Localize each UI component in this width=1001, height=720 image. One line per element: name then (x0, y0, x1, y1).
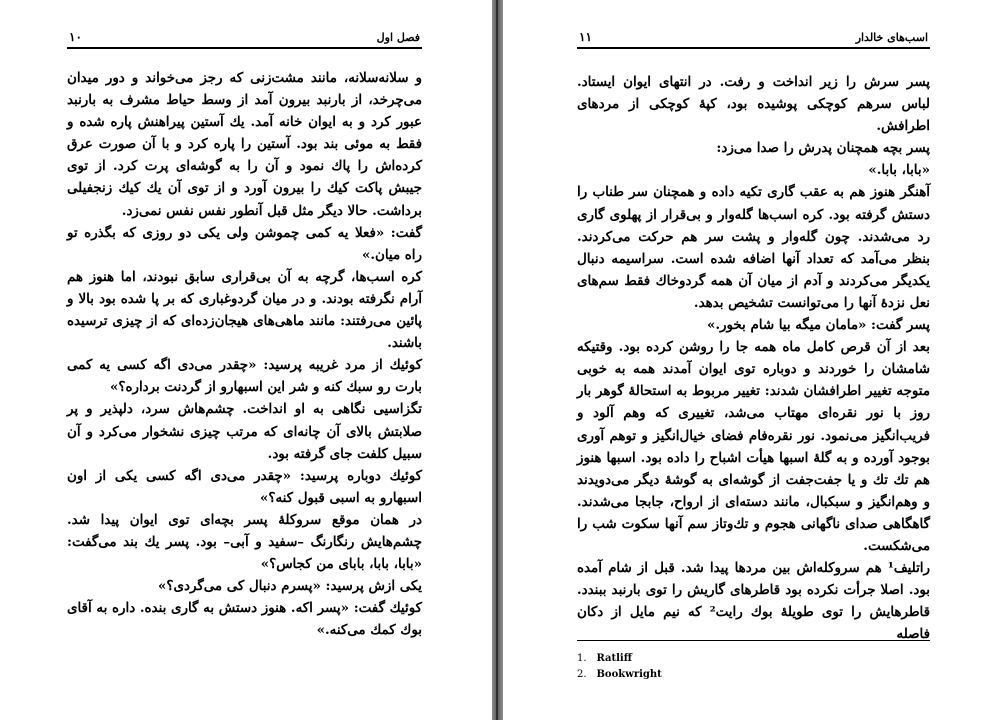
paragraph: کوئیك دوباره پرسید: «چقدر می‌دی اگه کسی یکی از اون اسبهارو به اسبی قبول کنه؟» (67, 467, 422, 506)
right-page-header (577, 29, 930, 49)
paragraph: «بابا، بابا.» (868, 162, 930, 179)
footnote-divider (577, 640, 930, 641)
paragraph: راتلیف¹ هم سروکله‌اش بین مردها پیدا شد. قبل از شام آمده بود. اصلا جرأت نکرده بود قاطرهای گاریش را توی بارنبد ببندد. قاطرهایش را توی طویلهٔ بوك رایت² که نیم مایل از دکان فاصله (577, 560, 931, 643)
footnote-text: Ratliff (596, 653, 632, 664)
page-number: ۱۱ (579, 30, 592, 44)
paragraph: و سلانه‌سلانه، مانند مشت‌زنی که رجز می‌خواند و دور میدان می‌چرخد، از بارنبد بیرون آمد از وسط حیاط مشرف به بارنبد عبور کرد و به ایوان خانه آمد. یك آستین پیراهنش پاره شده و فقط به موئی بند بود. آستین را پاره کرد و با آن صورت عرق کرده‌اش را پاك نمود و آن را به گوشه‌ای پرت کرد. از توی جیبش پاکت کیك را بیرون آورد و از توی آن یك کیك زنجفیلی برداشت. حالا دیگر مثل قبل آنطور نفس نفس نمی‌زد. (67, 70, 422, 219)
right-page (503, 0, 1001, 720)
book-spine-gutter (492, 0, 503, 720)
right-page-body (577, 71, 930, 645)
paragraph: در همان موقع سروکلهٔ پسر بچه‌ای توی ایوان پیدا شد. چشم‌هایش رنگارنگ –سفید و آبی– بود. پسر یك بند می‌گفت: «بابا، بابا، بابای من کجاس؟» (67, 511, 422, 573)
paragraph: کوئیك از مرد غریبه پرسید: «چقدر می‌دی اگه کسی یه کمی بارت رو سبك کنه و شر این اسبهارو از گردنت برداره؟» (67, 357, 422, 396)
paragraph: پسر سرش را زیر انداخت و رفت. در انتهای ایوان ایستاد. لباس سرهم کوچکی پوشیده بود، کپهٔ کوچکی از مردهای اطرافش. (577, 74, 930, 135)
footnote-item (577, 667, 877, 683)
footnote-number: 1. (577, 653, 587, 664)
paragraph: یکی ازش پرسید: «پسرم دنبال کی می‌گردی؟» (158, 578, 422, 595)
paragraph: پسر گفت: «مامان میگه بیا شام بخور.» (707, 317, 930, 334)
footnotes (577, 651, 877, 683)
left-page (0, 0, 492, 720)
paragraph: کوئیك گفت: «پسر اکه. هنوز دستش به گاری بنده. داره به آقای بوك کمك می‌کنه.» (67, 600, 422, 639)
paragraph: بعد از آن قرص کامل ماه همه جا را روشن کرده بود. وقتیکه شامشان را خوردند و دوباره توی ایوان آمدند همه به خوبی متوجه تغییر اطرافشان شدند: تغییر مربوط به استحالهٔ گوهر بار روز با نور نقره‌ای مهتاب می‌شد، تغییری که وهم آلود و فریب‌انگیز می‌نمود. نور نقره‌فام فضای خیال‌انگیز و توهم آوری بوجود آورده و به گلهٔ اسبها هیأت اشباح را داده بود. اسبها هنوز هم تك تك و یا جفت‌جفت از گوشه‌ای به گوشهٔ دیگر می‌دویدند و وهم‌انگیز و سبکبال، مانند دسته‌ای از ارواح، جابجا می‌شدند. گاهگاهی صدای ناگهانی هجوم و تك‌وتاز سم آنها سکوت شب را می‌شکست. (577, 339, 930, 554)
left-page-body (67, 67, 422, 641)
paragraph: پسر بچه همچنان پدرش را صدا می‌زد: (716, 140, 930, 157)
book-title: اسب‌های خالدار (855, 31, 928, 44)
paragraph: تگزاسیی نگاهی به او انداخت. چشم‌هاش سرد، دلپذیر و پر صلابتش بالای آن چانه‌ای که مرتب چیزی نشخوار می‌کرد و آن سبیل کلفت جای گرفته بود. (67, 401, 422, 462)
left-page-header (67, 29, 422, 49)
paragraph: گفت: «فعلا یه کمی چموشن ولی یکی دو روزی که بگذره تو راه میان.» (67, 224, 422, 263)
paragraph: آهنگر هنوز هم به عقب گاری تکیه داده و همچنان سر طناب را دستش گرفته بود. کره اسب‌ها گله‌وار و بی‌قرار از پهلوی گاری رد می‌شدند. چون گله‌وار و پشت سر هم حرکت می‌کردند. بنظر می‌آمد که تعداد آنها اضافه شده است. سراسیمه دنبال یکدیگر می‌کردند و آدم از میان آن همه گردوخاك فقط سم‌های نعل نزدهٔ آنها را می‌توانست تشخیص بدهد. (577, 184, 930, 311)
page-number: ۱۰ (69, 30, 82, 44)
footnote-text: Bookwright (596, 669, 662, 680)
footnote-item (577, 651, 877, 667)
footnote-number: 2. (577, 669, 587, 680)
chapter-title: فصل اول (376, 31, 420, 44)
paragraph: کره اسب‌ها، گرچه به آن بی‌قراری سابق نبودند، اما هنوز هم آرام نگرفته بودند. و در میان گردوغباری که بر پا شده بود بالا و پائین می‌رفتند: مانند ماهی‌های هیجان‌زده‌ای که از چیزی ترسیده باشند. (67, 268, 422, 352)
